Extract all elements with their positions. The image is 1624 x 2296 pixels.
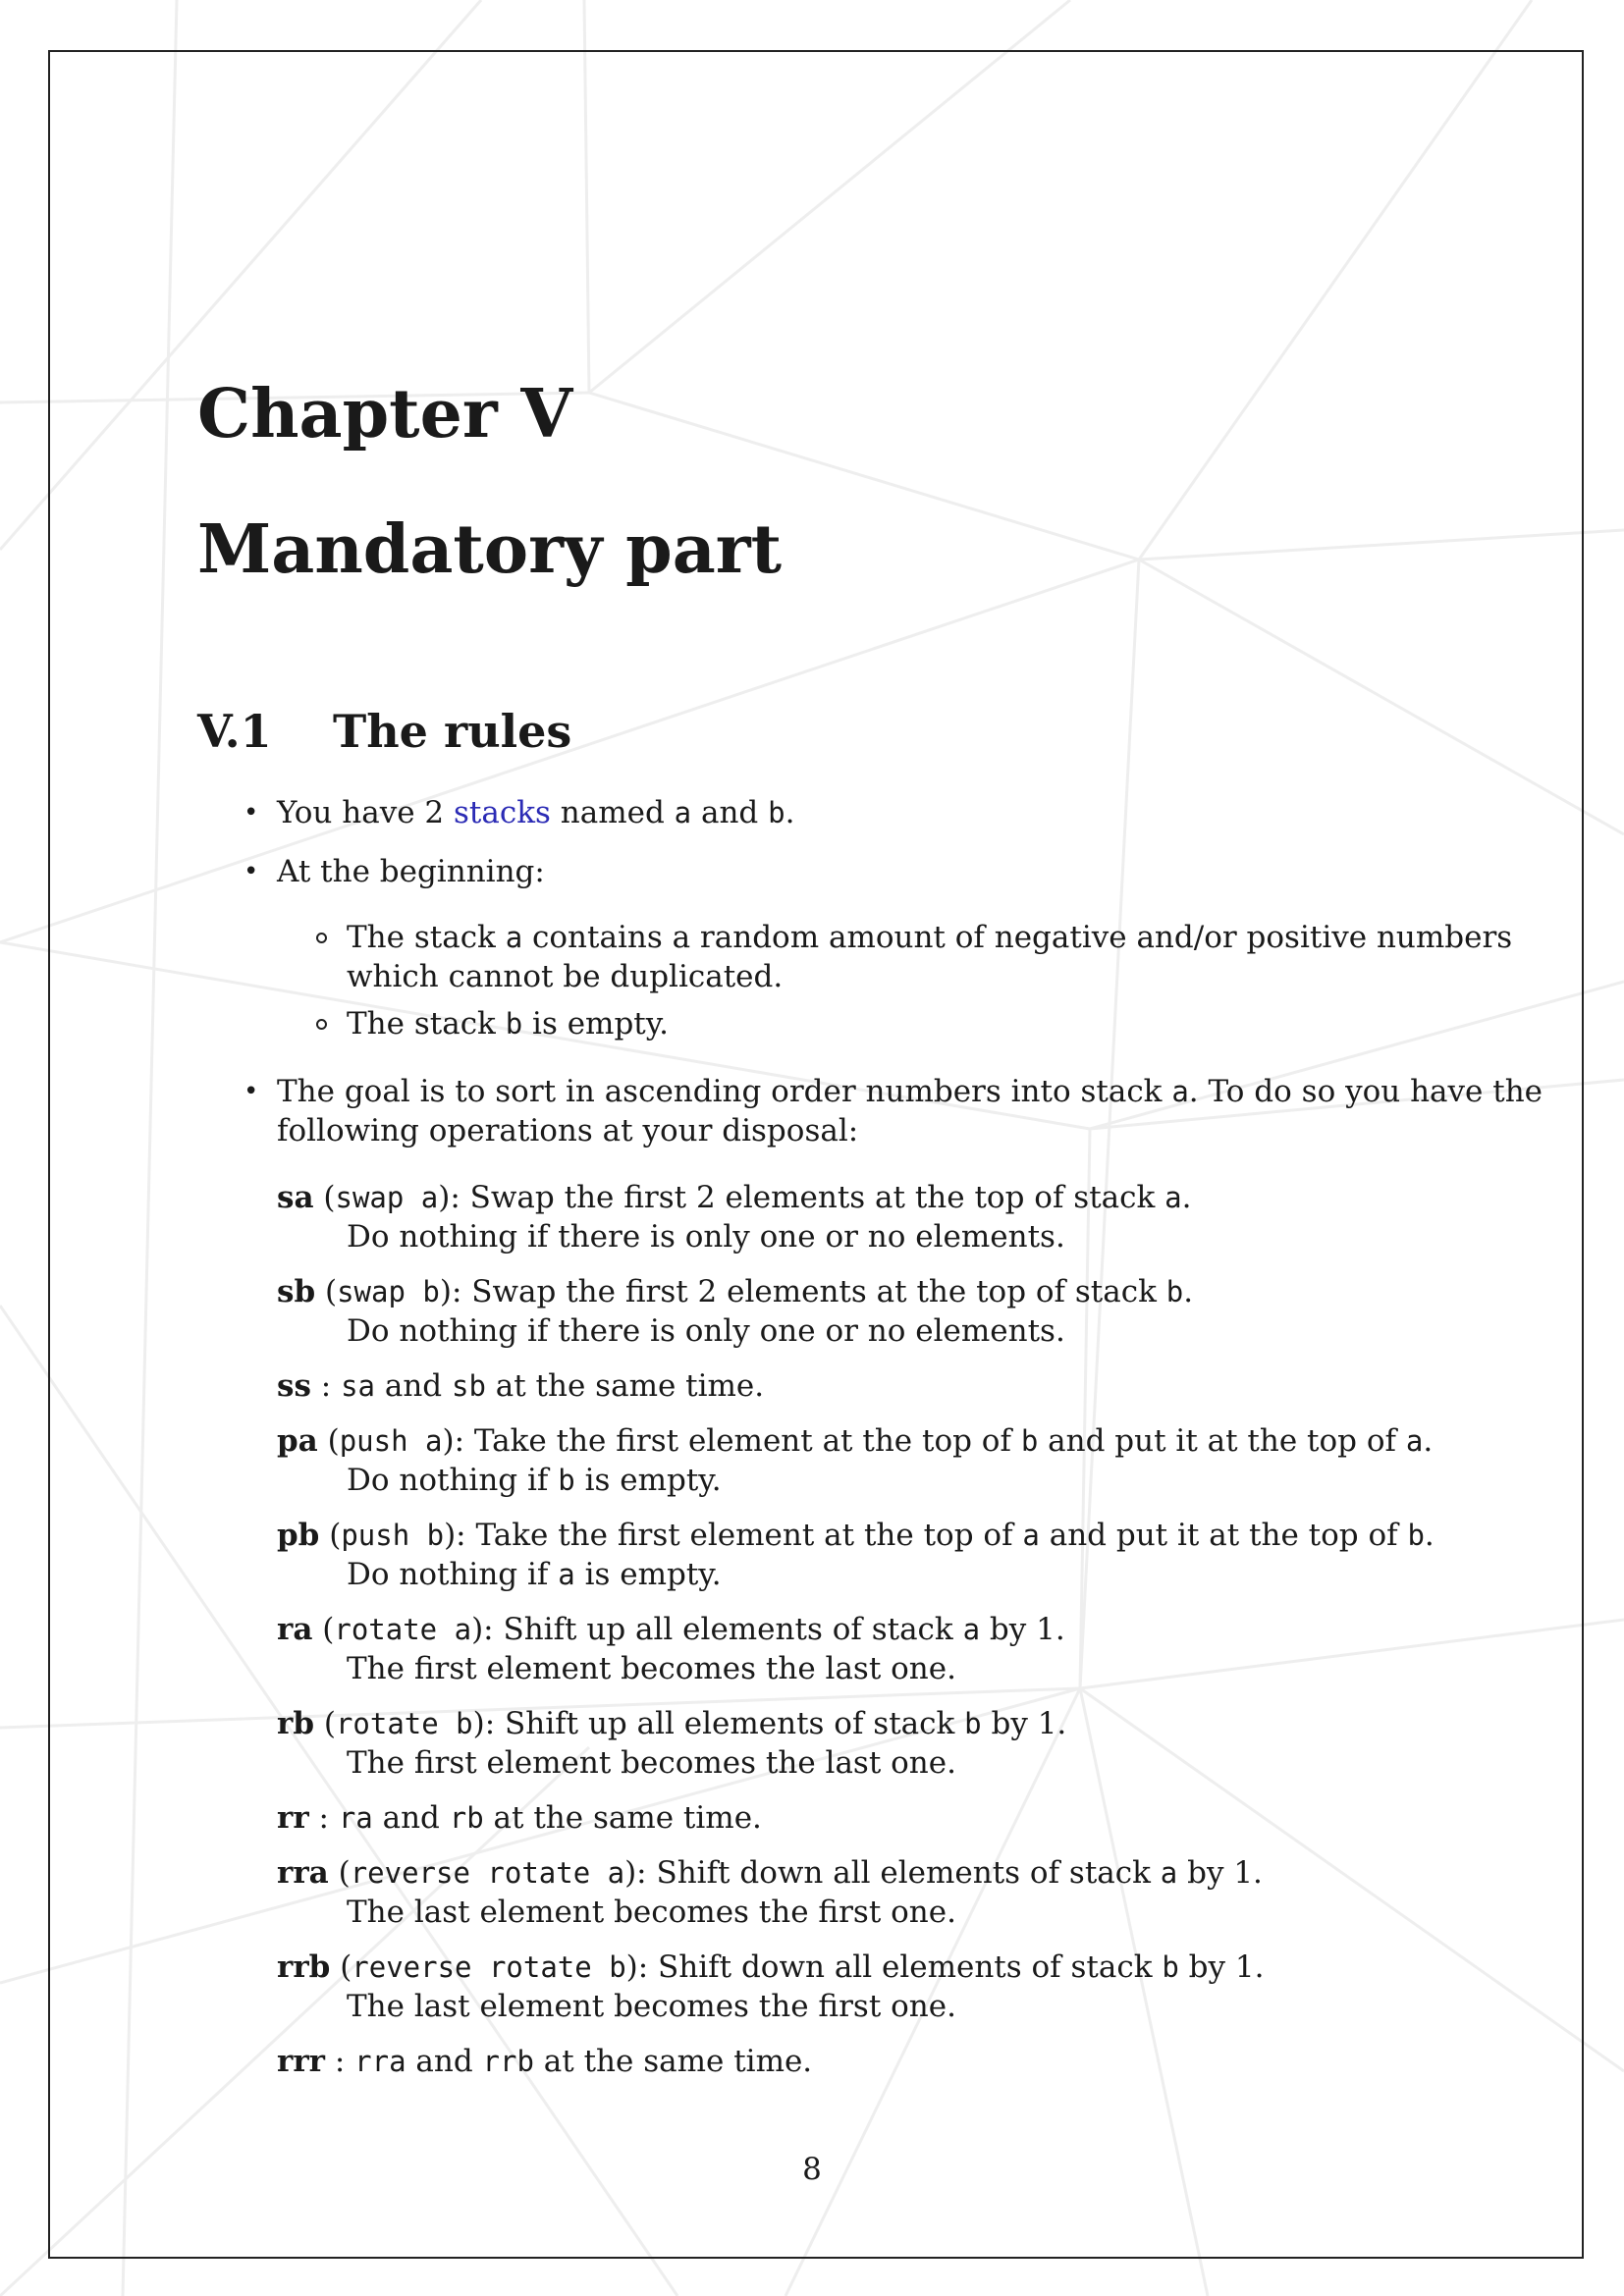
sub-bullet-icon (316, 1019, 327, 1030)
op-pb-desc: Do nothing if a is empty. (347, 1557, 722, 1592)
sub-bullet-stack-a-cont: which cannot be duplicated. (347, 959, 784, 994)
sub-bullet-icon (316, 933, 327, 943)
op-pa: pa (push a): Take the first element at the top of b and put it at the top of a. (277, 1423, 1434, 1459)
bullet-icon: • (244, 798, 259, 828)
chapter-label: Chapter V (197, 375, 573, 454)
op-ss: ss : sa and sb at the same time. (277, 1368, 765, 1404)
section-number: V.1 (197, 705, 272, 758)
op-sb-desc: Do nothing if there is only one or no elements. (347, 1313, 1065, 1349)
op-pa-desc: Do nothing if b is empty. (347, 1463, 722, 1498)
op-rb: rb (rotate b): Shift up all elements of stack b by 1. (277, 1706, 1067, 1741)
bullet-goal-cont: following operations at your disposal: (277, 1113, 859, 1148)
op-sa-desc: Do nothing if there is only one or no elements. (347, 1219, 1065, 1255)
op-rr: rr : ra and rb at the same time. (277, 1800, 762, 1836)
sub-bullet-stack-a: The stack a contains a random amount of negative and/or positive numbers (347, 920, 1513, 955)
op-rrb-desc: The last element becomes the first one. (347, 1989, 956, 2024)
bullet-beginning: At the beginning: (277, 854, 545, 889)
bullet-stacks: You have 2 stacks named a and b. (277, 795, 795, 830)
section-heading (197, 705, 572, 758)
op-sa: sa (swap a): Swap the first 2 elements at the top of stack a. (277, 1180, 1192, 1215)
op-ra-desc: The first element becomes the last one. (347, 1651, 956, 1686)
bullet-icon: • (244, 1077, 259, 1106)
page-number: 8 (802, 2152, 822, 2187)
op-rra: rra (reverse rotate a): Shift down all elements of stack a by 1. (277, 1855, 1263, 1891)
section-title: The rules (333, 705, 572, 758)
op-rrb: rrb (reverse rotate b): Shift down all elements of stack b by 1. (277, 1949, 1265, 1985)
op-sb: sb (swap b): Swap the first 2 elements at the top of stack b. (277, 1274, 1194, 1309)
chapter-title: Mandatory part (197, 510, 782, 589)
op-pb: pb (push b): Take the first element at the top of a and put it at the top of b. (277, 1518, 1435, 1553)
op-rra-desc: The last element becomes the first one. (347, 1895, 956, 1930)
op-rrr: rrr : rra and rrb at the same time. (277, 2044, 813, 2079)
sub-bullet-stack-b: The stack b is empty. (347, 1006, 669, 1041)
bullet-icon: • (244, 857, 259, 886)
op-rb-desc: The first element becomes the last one. (347, 1745, 956, 1781)
op-ra: ra (rotate a): Shift up all elements of stack a by 1. (277, 1612, 1065, 1647)
stacks-link[interactable]: stacks (454, 795, 551, 830)
bullet-goal: The goal is to sort in ascending order numbers into stack a. To do so you have the (277, 1074, 1543, 1109)
